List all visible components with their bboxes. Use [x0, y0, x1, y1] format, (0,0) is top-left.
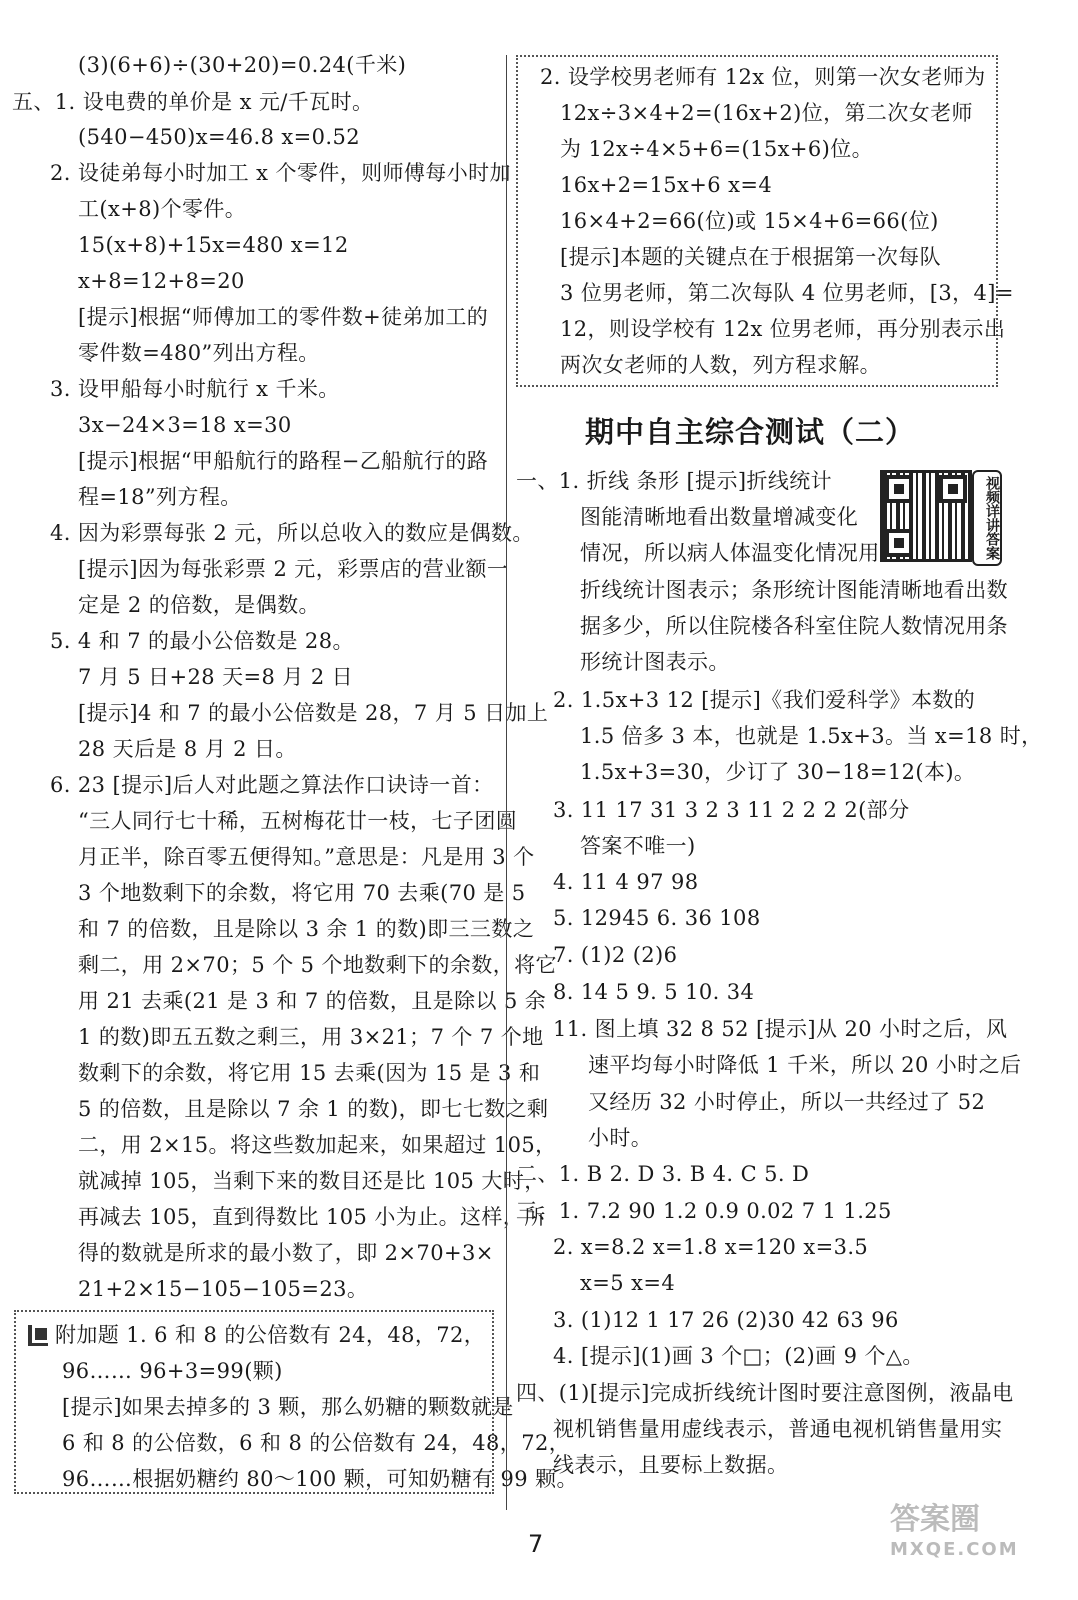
text-line: 3 个地数剩下的余数，将它用 70 去乘(70 是 5	[78, 881, 526, 905]
qr-label: 视频详讲答案	[972, 470, 1002, 566]
text-line: 96…… 96+3=99(颗)	[62, 1359, 283, 1383]
text-line: 小时。	[588, 1126, 653, 1150]
text-line: 四、(1)[提示]完成折线统计图时要注意图例，液晶电	[516, 1381, 1014, 1405]
text-line: 视机销售量用虚线表示，普通电视机销售量用实	[553, 1417, 1003, 1441]
text-line: 2. 设徒弟每小时加工 x 个零件，则师傅每小时加	[50, 161, 511, 185]
text-line: 3. (1)12 1 17 26 (2)30 42 63 96	[553, 1308, 899, 1332]
hint-line: [提示]4 和 7 的最小公倍数是 28，7 月 5 日加上	[78, 701, 549, 725]
text-line: 得的数就是所求的最小数了，即 2×70+3×	[78, 1241, 494, 1265]
hint-line: 3 位男老师，第二次每队 4 位男老师，[3，4]=	[560, 281, 1014, 305]
hint-line: 12，则设学校有 12x 位男老师，再分别表示出	[560, 317, 1006, 341]
text-line: x=5 x=4	[580, 1271, 676, 1295]
hint-line: 程=18”列方程。	[78, 485, 242, 509]
text-line: 一、1. 折线 条形 [提示]折线统计	[516, 469, 833, 493]
hint-line: 96……根据奶糖约 80～100 颗，可知奶糖有 99 颗。	[62, 1467, 578, 1491]
watermark-logo: 答案圈	[890, 1502, 980, 1537]
text-line: 15(x+8)+15x=480 x=12	[78, 233, 349, 257]
qr-code[interactable]	[880, 470, 972, 562]
watermark-url: MXQE.COM	[890, 1539, 1019, 1560]
text-line: 二，用 2×15。将这些数加起来，如果超过 105，	[78, 1133, 557, 1157]
text-line: 6. 23 [提示]后人对此题之算法作口诀诗一首：	[50, 773, 494, 797]
text-line: 1.5 倍多 3 本，也就是 1.5x+3。当 x=18 时，	[580, 724, 1043, 748]
hint-line: [提示]根据“甲船航行的路程−乙船航行的路	[78, 449, 489, 473]
text-line: 7 月 5 日+28 天=8 月 2 日	[78, 665, 354, 689]
text-line: 7. (1)2 (2)6	[553, 943, 678, 967]
hint-line: 定是 2 的倍数，是偶数。	[78, 593, 320, 617]
hint-line: 零件数=480”列出方程。	[78, 341, 320, 365]
text-line: 数剩下的余数，将它用 15 去乘(因为 15 是 3 和	[78, 1061, 541, 1085]
addon-icon	[28, 1325, 48, 1346]
page-number: 7	[528, 1530, 544, 1558]
text-line: 3. 设甲船每小时航行 x 千米。	[50, 377, 340, 401]
hint-line: [提示]根据“师傅加工的零件数+徒弟加工的	[78, 305, 489, 329]
text-line: 二、1. B 2. D 3. B 4. C 5. D	[516, 1162, 810, 1186]
text-line: 图能清晰地看出数量增减变化	[580, 505, 859, 529]
hint-line: 28 天后是 8 月 2 日。	[78, 737, 297, 761]
addon-title-line: 附加题 1. 6 和 8 的公倍数有 24，48，72，	[55, 1323, 486, 1347]
text-line: 4. 11 4 97 98	[553, 870, 699, 894]
text-line: (540−450)x=46.8 x=0.52	[78, 125, 361, 149]
text-line: 21+2×15−105−105=23。	[78, 1277, 369, 1301]
hint-line: [提示]本题的关键点在于根据第一次每队	[560, 245, 941, 269]
text-line: 答案不唯一)	[580, 834, 696, 858]
text-line: 速平均每小时降低 1 千米，所以 20 小时之后	[588, 1053, 1022, 1077]
text-line: 和 7 的倍数，且是除以 3 余 1 的数)即三三数之	[78, 917, 535, 941]
text-line: 五、1. 设电费的单价是 x 元/千瓦时。	[12, 90, 374, 114]
text-line: 折线统计图表示；条形统计图能清晰地看出数	[580, 578, 1008, 602]
text-line: 4. [提示](1)画 3 个□；(2)画 9 个△。	[553, 1344, 924, 1368]
hint-line: [提示]如果去掉多的 3 颗，那么奶糖的颗数就是	[62, 1395, 514, 1419]
text-line: 5 的倍数，且是除以 7 余 1 的数)，即七七数之剩	[78, 1097, 549, 1121]
text-line: 8. 14 5 9. 5 10. 34	[553, 980, 755, 1004]
hint-line: 6 和 8 的公倍数，6 和 8 的公倍数有 24，48，72，	[62, 1431, 571, 1455]
text-line: 5. 4 和 7 的最小公倍数是 28。	[50, 629, 354, 653]
text-line: 三、1. 7.2 90 1.2 0.9 0.02 7 1 1.25	[516, 1199, 892, 1223]
text-line: x+8=12+8=20	[78, 269, 245, 293]
text-line: 1.5x+3=30，少订了 30−18=12(本)。	[580, 760, 976, 784]
text-line: 用 21 去乘(21 是 3 和 7 的倍数，且是除以 5 余	[78, 989, 547, 1013]
text-line: 2. 1.5x+3 12 [提示]《我们爱科学》本数的	[553, 688, 976, 712]
text-line: 情况，所以病人体温变化情况用	[580, 541, 880, 565]
text-line: 2. 设学校男老师有 12x 位，则第一次女老师为	[540, 65, 986, 89]
text-line: 月正半，除百零五便得知。”意思是：凡是用 3 个	[78, 845, 535, 869]
text-line: 形统计图表示。	[580, 650, 730, 674]
text-line: 16x+2=15x+6 x=4	[560, 173, 773, 197]
text-line: 11. 图上填 32 8 52 [提示]从 20 小时之后，风	[553, 1017, 1008, 1041]
text-line: 就减掉 105，当剩下来的数目还是比 105 大时，	[78, 1169, 546, 1193]
text-line: 工(x+8)个零件。	[78, 197, 247, 221]
text-line: 1 的数)即五五数之剩三，用 3×21；7 个 7 个地	[78, 1025, 544, 1049]
text-line: (3)(6+6)÷(30+20)=0.24(千米)	[78, 53, 407, 77]
watermark	[890, 1502, 1019, 1565]
text-line: 4. 因为彩票每张 2 元，所以总收入的数应是偶数。	[50, 521, 534, 545]
text-line: 线表示，且要标上数据。	[553, 1453, 789, 1477]
section-title: 期中自主综合测试（二）	[585, 415, 916, 449]
text-line: 2. x=8.2 x=1.8 x=120 x=3.5	[553, 1235, 869, 1259]
text-line: 3x−24×3=18 x=30	[78, 413, 292, 437]
text-line: “三人同行七十稀，五树梅花廿一枝，七子团圆	[78, 809, 518, 833]
text-line: 据多少，所以住院楼各科室住院人数情况用条	[580, 614, 1008, 638]
text-line: 又经历 32 小时停止，所以一共经过了 52	[588, 1090, 986, 1114]
hint-line: [提示]因为每张彩票 2 元，彩票店的营业额一	[78, 557, 509, 581]
hint-line: 两次女老师的人数，列方程求解。	[560, 353, 881, 377]
text-line: 再减去 105，直到得数比 105 小为止。这样，所	[78, 1205, 546, 1229]
text-line: 16×4+2=66(位)或 15×4+6=66(位)	[560, 209, 939, 233]
text-line: 12x÷3×4+2=(16x+2)位，第二次女老师	[560, 101, 973, 125]
column-divider	[506, 55, 507, 1510]
text-line: 3. 11 17 31 3 2 3 11 2 2 2 2(部分	[553, 798, 910, 822]
text-line: 5. 12945 6. 36 108	[553, 906, 761, 930]
text-line: 为 12x÷4×5+6=(15x+6)位。	[560, 137, 874, 161]
text-line: 剩二，用 2×70；5 个 5 个地数剩下的余数，将它	[78, 953, 557, 977]
